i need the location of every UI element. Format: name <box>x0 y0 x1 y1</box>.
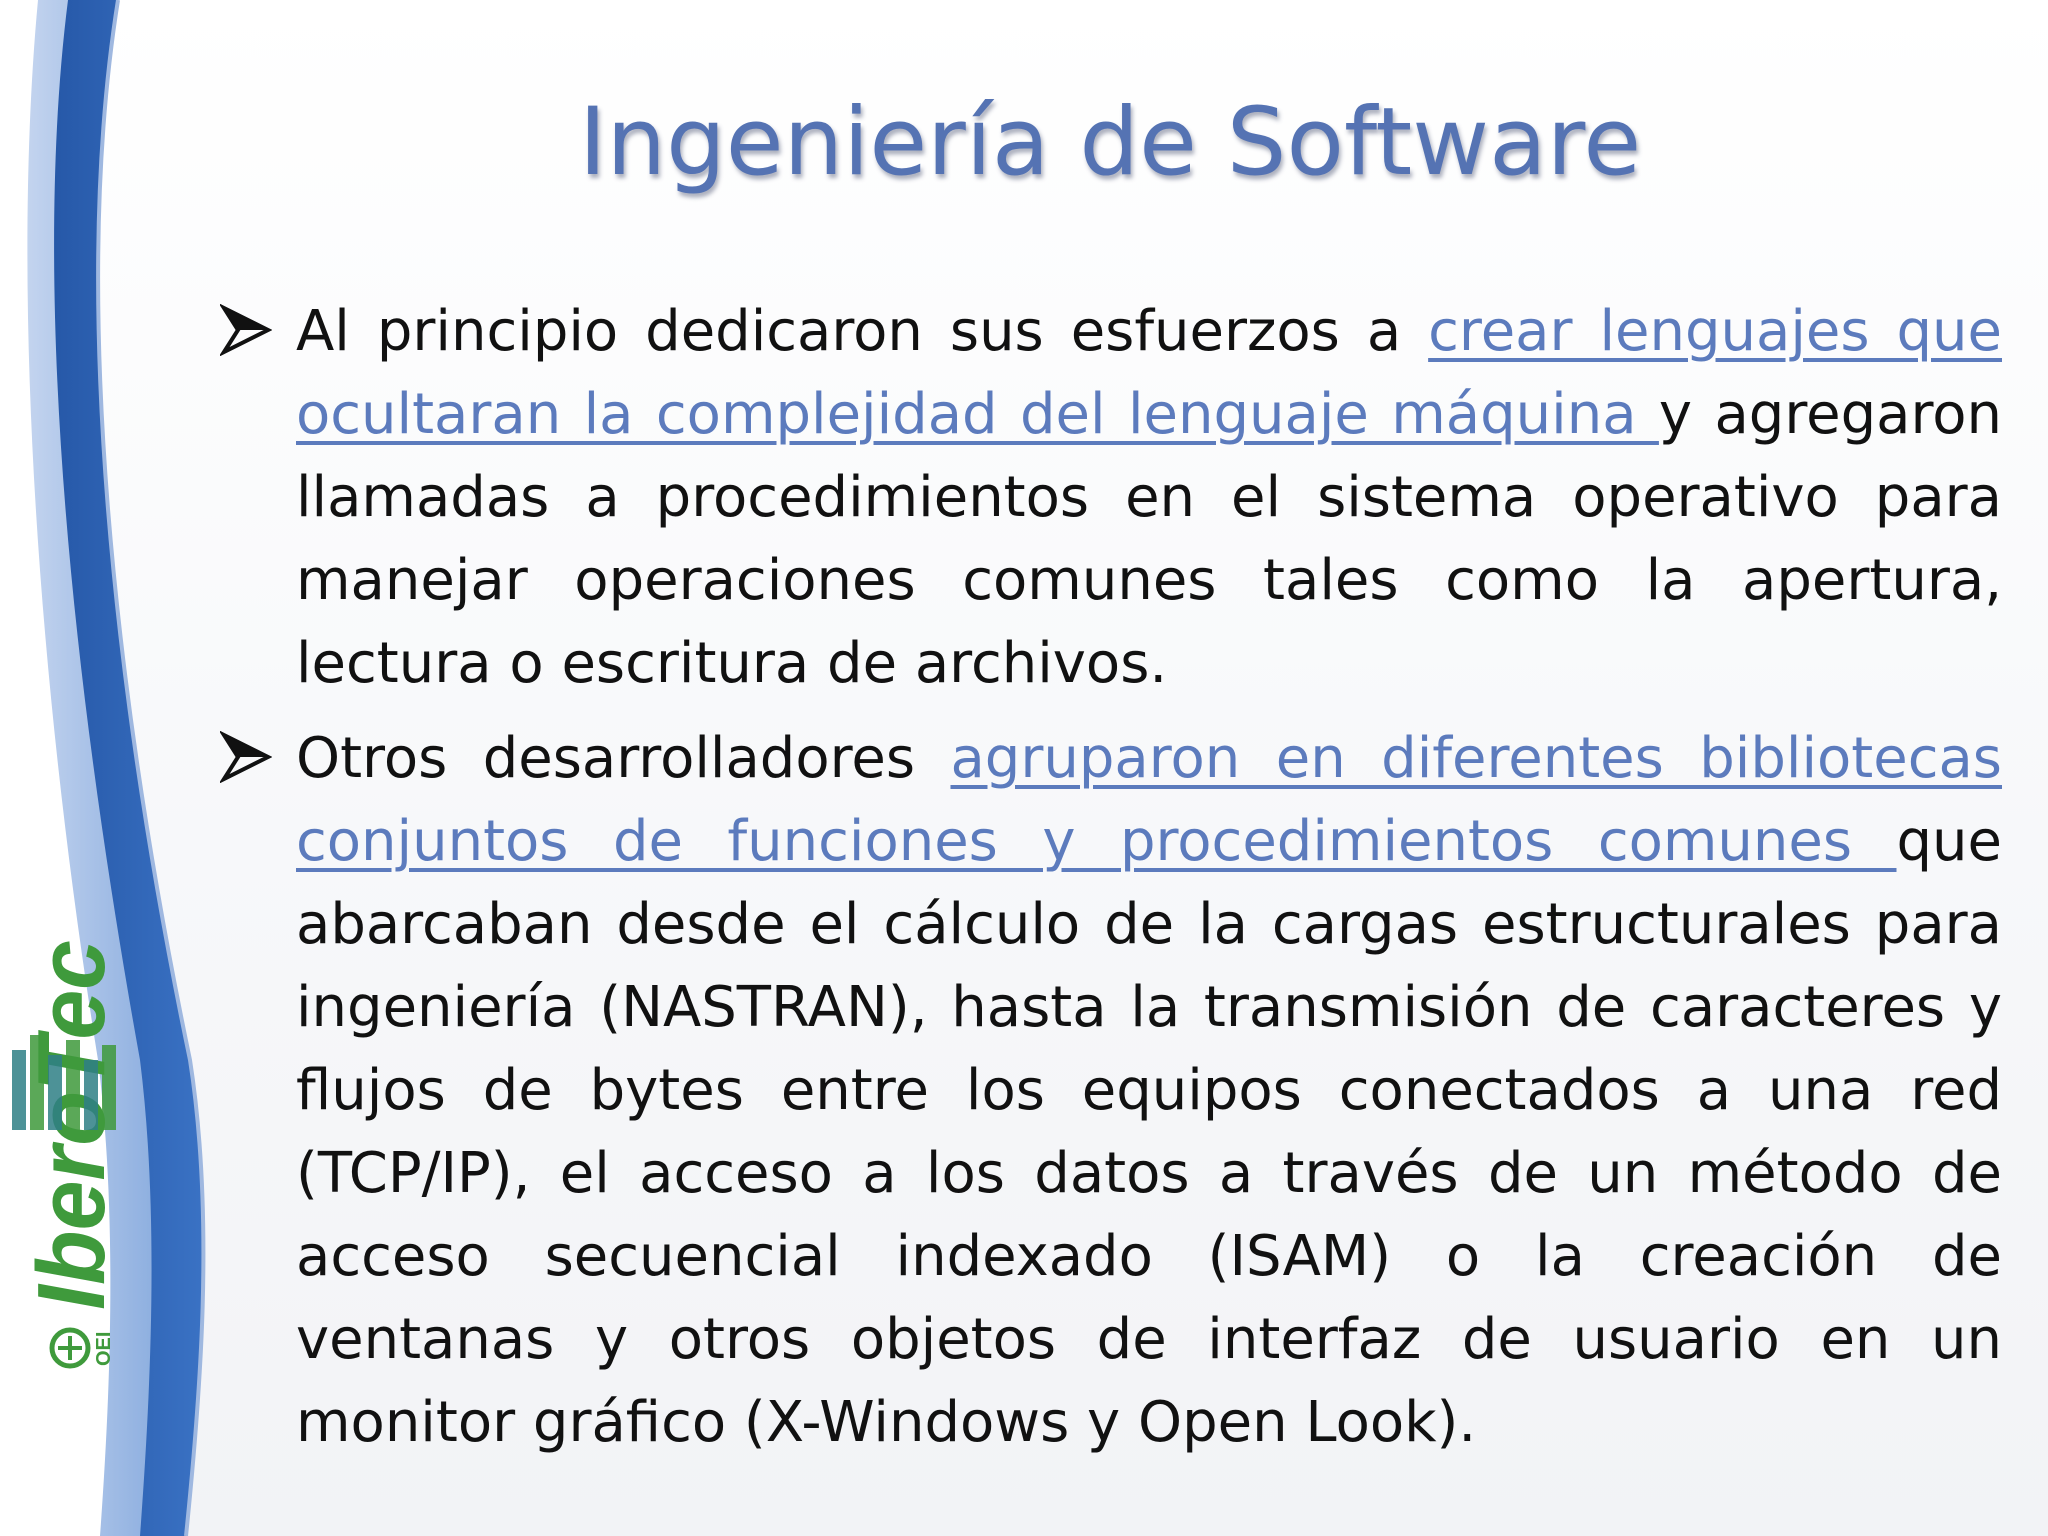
iberotec-logo <box>0 900 150 1420</box>
bullet-2-text-before: Otros desarrolladores <box>296 726 951 791</box>
slide-title: Ingeniería de Software <box>578 88 1642 197</box>
bullet-2-link[interactable]: agruparon en diferentes bibliotecas conjuntos de funciones y procedimientos comunes <box>296 726 2002 874</box>
logo-subtext: OEI <box>93 1331 115 1366</box>
arrow-bullet-icon <box>220 731 272 783</box>
bullet-2-text-after: que abarcaban desde el cálculo de la cargas estructurales para ingeniería (NASTRAN), hasta la transmisión de caracteres y flujos de bytes entre los equipos conectados a una red (TCP/IP), el acceso a los datos a través de un método de acceso secuencial indexado (ISAM) o la creación de ventanas y otros objetos de interfaz de usuario en un monitor gráfico (X-Windows y Open Look). <box>296 809 2002 1455</box>
bullet-1-text-after: y agregaron llamadas a procedimientos en el sistema operativo para manejar operaciones comunes tales como la apertura, lectura o escritura de archivos. <box>296 382 2002 696</box>
bullet-list <box>220 290 2002 1476</box>
bullet-1-link[interactable]: crear lenguajes que ocultaran la complejidad del lenguaje máquina <box>296 299 2002 447</box>
arrow-bullet-icon <box>220 304 272 356</box>
bullet-1-text-before: Al principio dedicaron sus esfuerzos a <box>296 299 1429 364</box>
bullet-item-1 <box>220 290 2002 705</box>
bullet-item-2 <box>220 717 2002 1464</box>
